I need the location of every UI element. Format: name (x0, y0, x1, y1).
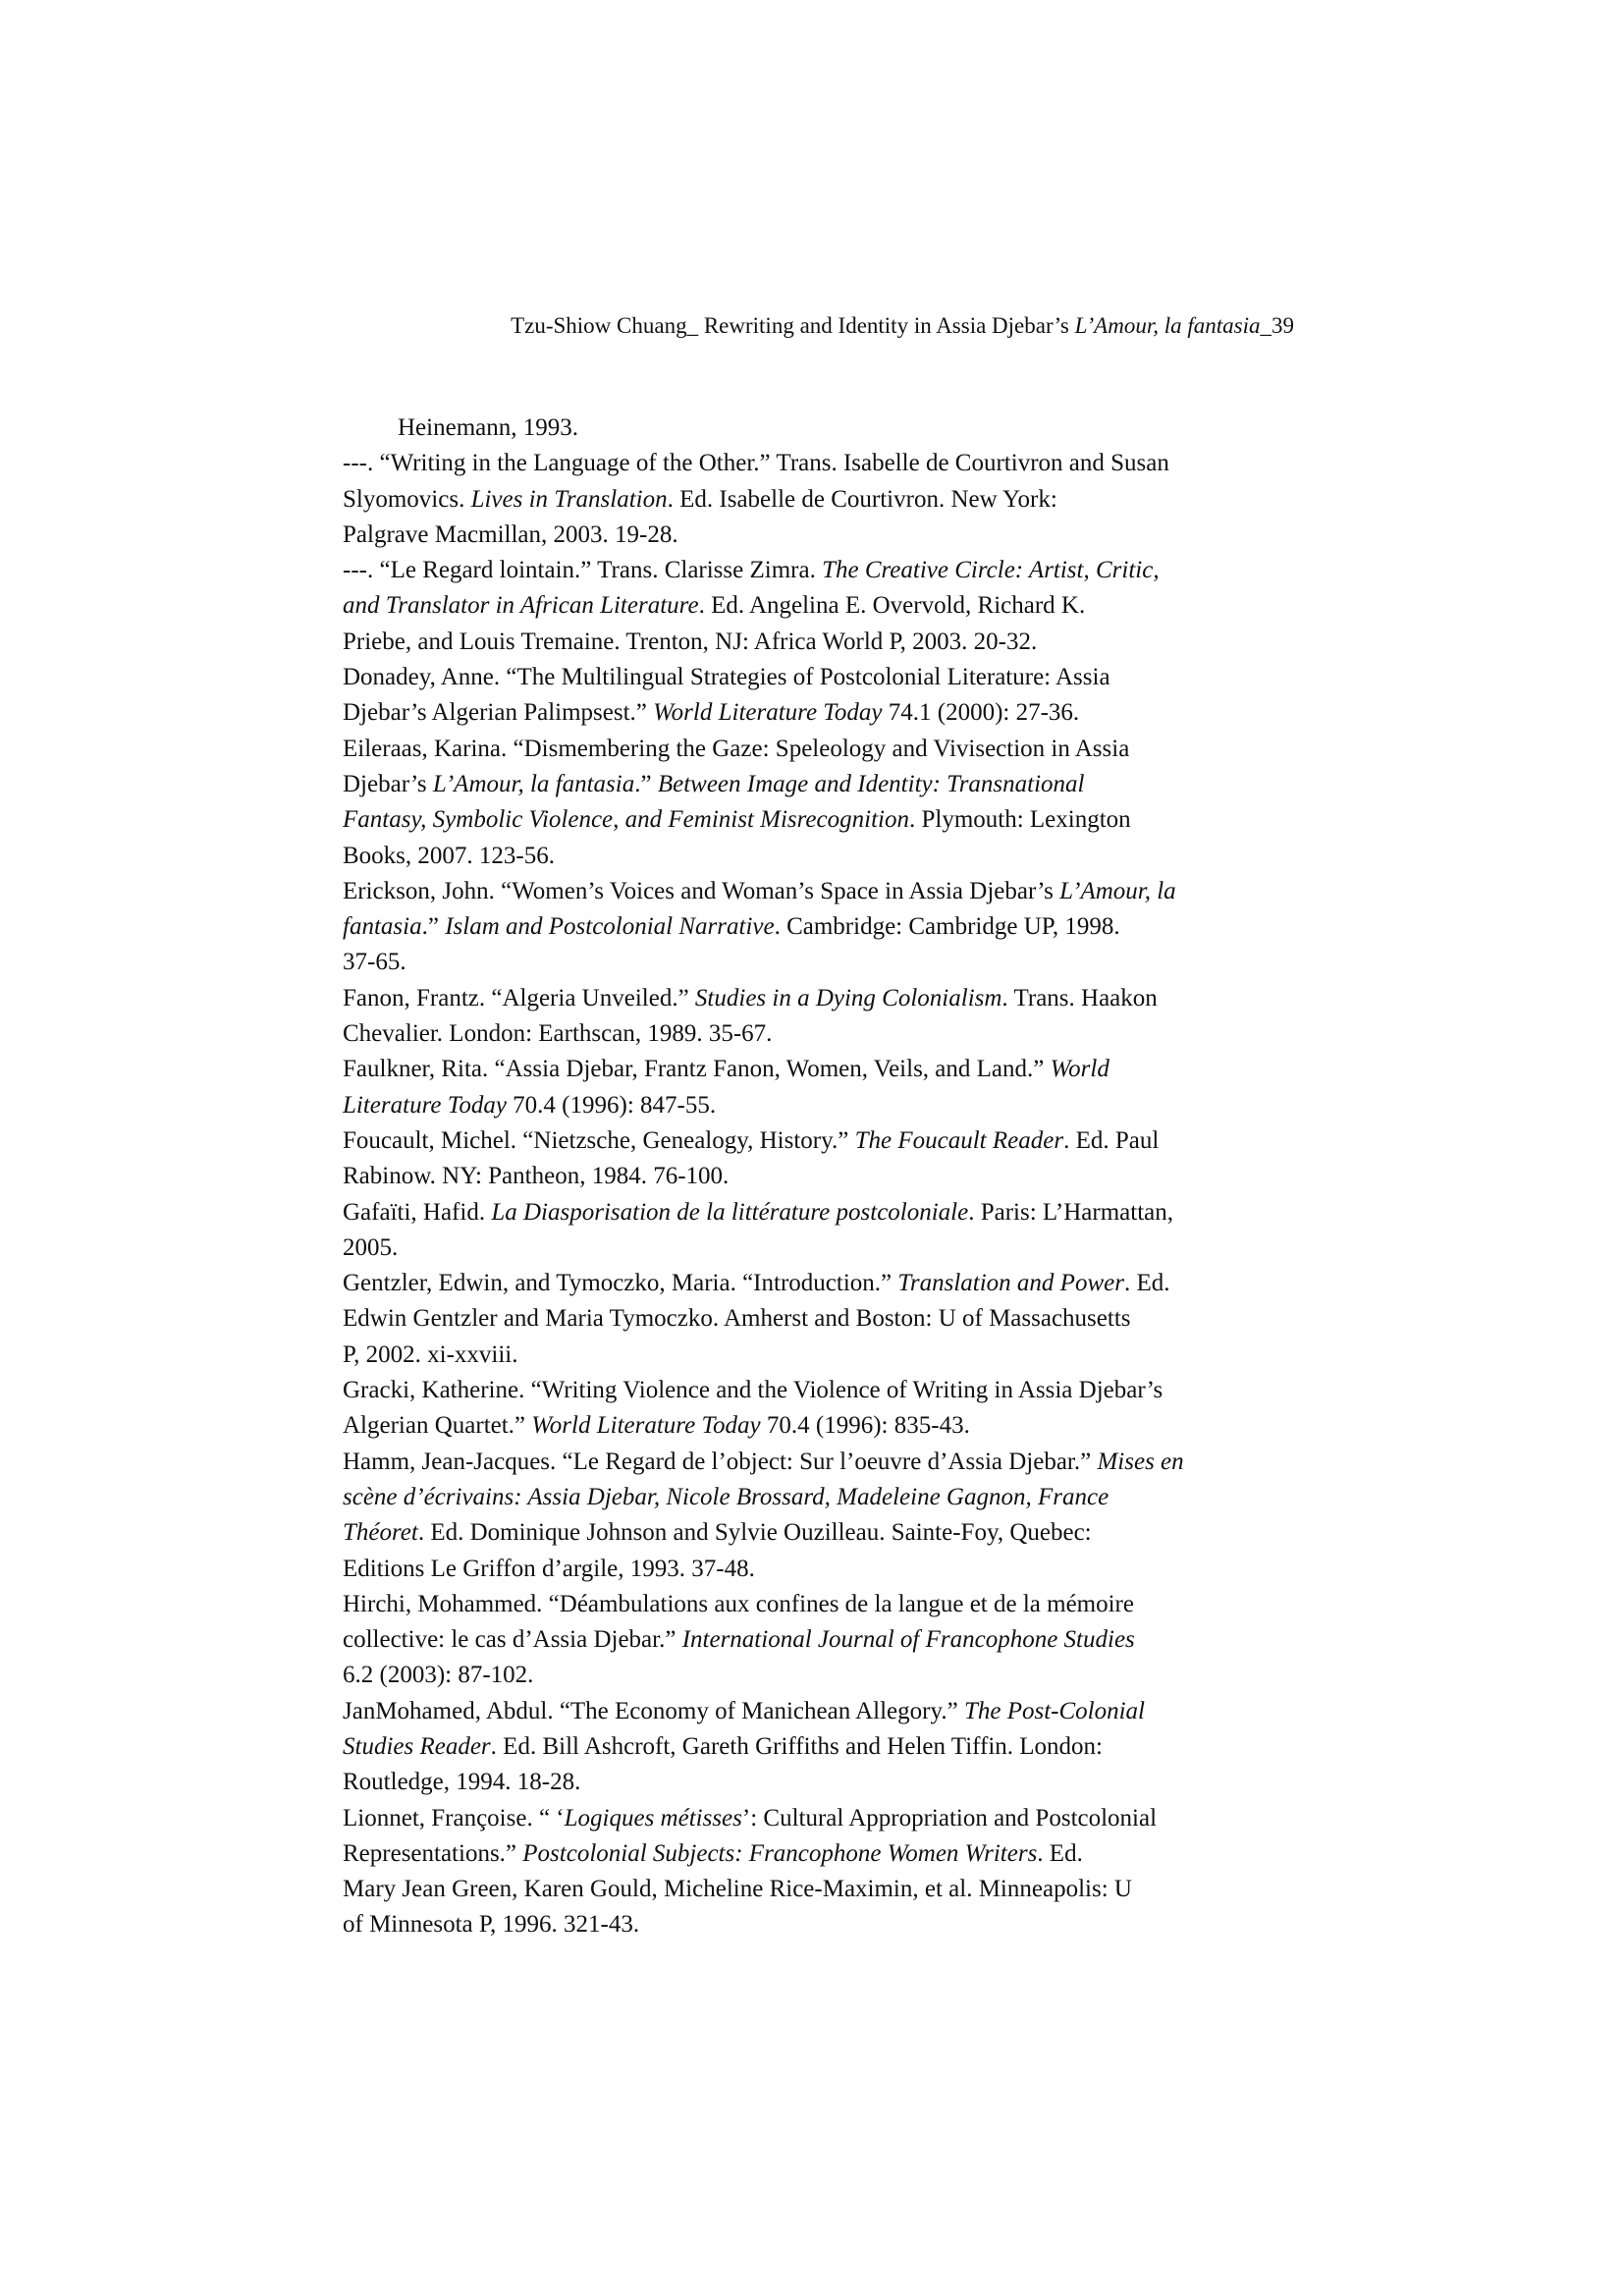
reference-entry (343, 660, 1305, 732)
reference-text: Rabinow. NY: Pantheon, 1984. 76-100. (343, 1163, 730, 1190)
reference-line (343, 1052, 1305, 1087)
reference-text: .” (421, 913, 446, 941)
reference-entry (343, 981, 1305, 1053)
reference-line (343, 1195, 1305, 1230)
reference-text: Lionnet, Françoise. “ ‘ (343, 1804, 565, 1831)
reference-line (343, 1872, 1305, 1907)
reference-line (343, 1765, 1305, 1800)
reference-line (343, 1301, 1305, 1337)
reference-text: Slyomovics. (343, 485, 471, 513)
reference-line (343, 588, 1305, 624)
reference-text: . Plymouth: Lexington (908, 806, 1131, 834)
reference-text: Gentzler, Edwin, and Tymoczko, Maria. “Introduction.” (343, 1270, 898, 1297)
reference-line (343, 625, 1305, 660)
reference-line (343, 1373, 1305, 1408)
italic-title-text: L’Amour, la fantasia (432, 770, 635, 797)
reference-line (343, 874, 1305, 909)
reference-line (343, 1016, 1305, 1052)
italic-title-text: and Translator in African Literature (343, 592, 699, 620)
reference-line (343, 1801, 1305, 1836)
italic-title-text: World (1050, 1056, 1109, 1083)
reference-entry (343, 1445, 1305, 1587)
reference-text: Books, 2007. 123-56. (343, 842, 555, 869)
reference-line (343, 553, 1305, 588)
reference-text: Gracki, Katherine. “Writing Violence and the Violence of Writing in Assia Djebar’s (343, 1377, 1163, 1404)
reference-text: Eileraas, Karina. “Dismembering the Gaze: Speleology and Vivisection in Assia (343, 735, 1130, 762)
reference-line (343, 1622, 1305, 1658)
italic-title-text: Translation and Power (897, 1270, 1124, 1297)
reference-line (343, 1408, 1305, 1444)
reference-entry (343, 1266, 1305, 1373)
reference-entry (343, 874, 1305, 981)
reference-text: . Ed. Dominique Johnson and Sylvie Ouzilleau. Sainte-Foy, Quebec: (417, 1519, 1092, 1547)
reference-text: Priebe, and Louis Tremaine. Trenton, NJ: Africa World P, 2003. 20-32. (343, 628, 1038, 655)
reference-text: Fanon, Frantz. “Algeria Unveiled.” (343, 984, 695, 1011)
reference-text: Hamm, Jean-Jacques. “Le Regard de l’object: Sur l’oeuvre d’Assia Djebar.” (343, 1448, 1098, 1475)
reference-line (343, 1515, 1305, 1551)
reference-text: Palgrave Macmillan, 2003. 19-28. (343, 520, 678, 548)
reference-text: Heinemann, 1993. (398, 414, 578, 441)
reference-entry (343, 1694, 1305, 1801)
reference-line (343, 981, 1305, 1016)
reference-entry (343, 732, 1305, 874)
reference-entry (343, 446, 1305, 553)
reference-text: 6.2 (2003): 87-102. (343, 1662, 534, 1689)
italic-title-text: Between Image and Identity: Transnational (657, 770, 1085, 797)
reference-text: Erickson, John. “Women’s Voices and Woman’s Space in Assia Djebar’s (343, 877, 1060, 904)
reference-line (343, 1159, 1305, 1194)
reference-line (343, 1658, 1305, 1693)
reference-text: . Cambridge: Cambridge UP, 1998. (774, 913, 1120, 941)
reference-text: 70.4 (1996): 835-43. (760, 1412, 970, 1440)
reference-entry (343, 1123, 1305, 1195)
italic-title-text: Théoret (343, 1519, 418, 1547)
reference-text: ’: Cultural Appropriation and Postcolonial (741, 1804, 1158, 1831)
reference-line (343, 909, 1305, 945)
reference-line (343, 839, 1305, 874)
reference-entry (343, 410, 1305, 446)
italic-title-text: Literature Today (343, 1091, 507, 1119)
reference-text: Representations.” (343, 1839, 523, 1867)
reference-text: 74.1 (2000): 27-36. (882, 699, 1080, 727)
reference-line (343, 1338, 1305, 1373)
reference-line (343, 1123, 1305, 1159)
italic-title-text: International Journal of Francophone Studies (681, 1626, 1135, 1654)
reference-line (343, 1836, 1305, 1872)
reference-text: Mary Jean Green, Karen Gould, Micheline Rice-Maximin, et al. Minneapolis: U (343, 1876, 1132, 1903)
reference-text: Algerian Quartet.” (343, 1412, 532, 1440)
reference-text: . Ed. Paul (1063, 1126, 1160, 1154)
reference-text: . Ed. (1037, 1839, 1083, 1867)
reference-text: 2005. (343, 1233, 399, 1261)
reference-text: Editions Le Griffon d’argile, 1993. 37-48. (343, 1555, 755, 1582)
running-head-title: L’Amour, la fantasia (1074, 313, 1261, 338)
reference-line (343, 732, 1305, 767)
reference-text: .” (634, 770, 658, 797)
reference-line (343, 1230, 1305, 1266)
reference-line (398, 410, 1305, 446)
reference-line (343, 660, 1305, 695)
reference-line (343, 945, 1305, 980)
reference-entry (343, 1195, 1305, 1267)
italic-title-text: fantasia (343, 913, 422, 941)
reference-line (343, 1587, 1305, 1622)
reference-line (343, 518, 1305, 553)
reference-text: Routledge, 1994. 18-28. (343, 1769, 581, 1796)
reference-line (343, 1694, 1305, 1729)
reference-text: P, 2002. xi-xxviii. (343, 1340, 518, 1368)
italic-title-text: World Literature Today (653, 699, 883, 727)
reference-text: collective: le cas d’Assia Djebar.” (343, 1626, 682, 1654)
running-head-text: Tzu-Shiow Chuang_ Rewriting and Identity in Assia Djebar’s (511, 313, 1075, 338)
reference-line (343, 1088, 1305, 1123)
italic-title-text: scène d’écrivains: Assia Djebar, Nicole Brossard, Madeleine Gagnon, France (343, 1483, 1109, 1510)
reference-entry (343, 1587, 1305, 1694)
reference-text: . Ed. Bill Ashcroft, Gareth Griffiths and Helen Tiffin. London: (490, 1732, 1103, 1760)
reference-text: Edwin Gentzler and Maria Tymoczko. Amherst and Boston: U of Massachusetts (343, 1305, 1131, 1333)
reference-line (343, 1552, 1305, 1587)
works-cited-list (343, 410, 1305, 1943)
reference-line (343, 695, 1305, 731)
reference-text: of Minnesota P, 1996. 321-43. (343, 1911, 640, 1939)
reference-text: ---. “Writing in the Language of the Other.” Trans. Isabelle de Courtivron and Susan (343, 450, 1169, 477)
reference-entry (343, 1801, 1305, 1943)
reference-text: Faulkner, Rita. “Assia Djebar, Frantz Fanon, Women, Veils, and Land.” (343, 1056, 1051, 1083)
reference-text: . Trans. Haakon (1001, 984, 1158, 1011)
reference-text: Hirchi, Mohammed. “Déambulations aux confines de la langue et de la mémoire (343, 1590, 1134, 1617)
italic-title-text: Islam and Postcolonial Narrative (445, 913, 775, 941)
reference-line (343, 1445, 1305, 1480)
reference-text: Djebar’s Algerian Palimpsest.” (343, 699, 654, 727)
italic-title-text: The Creative Circle: Artist, Critic, (822, 557, 1160, 584)
reference-line (343, 482, 1305, 518)
italic-title-text: Logiques métisses (564, 1804, 742, 1831)
reference-text: . Ed. Angelina E. Overvold, Richard K. (698, 592, 1086, 620)
italic-title-text: Postcolonial Subjects: Francophone Women Writers (522, 1839, 1038, 1867)
reference-text: Gafaïti, Hafid. (343, 1198, 492, 1226)
reference-text: 37-65. (343, 949, 406, 976)
reference-text: . Ed. (1123, 1270, 1170, 1297)
reference-line (343, 446, 1305, 481)
reference-line (343, 1480, 1305, 1515)
italic-title-text: Lives in Translation (470, 485, 668, 513)
italic-title-text: World Literature Today (531, 1412, 761, 1440)
reference-text: 70.4 (1996): 847-55. (506, 1091, 717, 1119)
reference-line (343, 1266, 1305, 1301)
reference-text: Donadey, Anne. “The Multilingual Strategies of Postcolonial Literature: Assia (343, 664, 1110, 691)
reference-entry (343, 553, 1305, 660)
reference-text: ---. “Le Regard lointain.” Trans. Clarisse Zimra. (343, 557, 823, 584)
italic-title-text: La Diasporisation de la littérature postcoloniale (491, 1198, 969, 1226)
italic-title-text: Mises en (1097, 1448, 1184, 1475)
reference-text: Chevalier. London: Earthscan, 1989. 35-67. (343, 1020, 773, 1048)
page-number: _39 (1260, 313, 1294, 338)
reference-text: . Ed. Isabelle de Courtivron. New York: (667, 485, 1057, 513)
reference-entry (343, 1373, 1305, 1445)
reference-text: Foucault, Michel. “Nietzsche, Genealogy, History.” (343, 1126, 855, 1154)
italic-title-text: Studies Reader (343, 1732, 491, 1760)
reference-line (343, 802, 1305, 838)
italic-title-text: Studies in a Dying Colonialism (694, 984, 1002, 1011)
reference-text: Djebar’s (343, 770, 433, 797)
italic-title-text: The Foucault Reader (854, 1126, 1064, 1154)
reference-text: JanMohamed, Abdul. “The Economy of Manichean Allegory.” (343, 1697, 964, 1724)
running-head (0, 311, 1294, 341)
reference-line (343, 1907, 1305, 1942)
italic-title-text: L’Amour, la (1059, 877, 1176, 904)
italic-title-text: The Post-Colonial (963, 1697, 1145, 1724)
italic-title-text: Fantasy, Symbolic Violence, and Feminist Misrecognition (343, 806, 909, 834)
reference-text: . Paris: L’Harmattan, (968, 1198, 1173, 1226)
reference-line (343, 767, 1305, 802)
reference-entry (343, 1052, 1305, 1123)
reference-line (343, 1729, 1305, 1765)
